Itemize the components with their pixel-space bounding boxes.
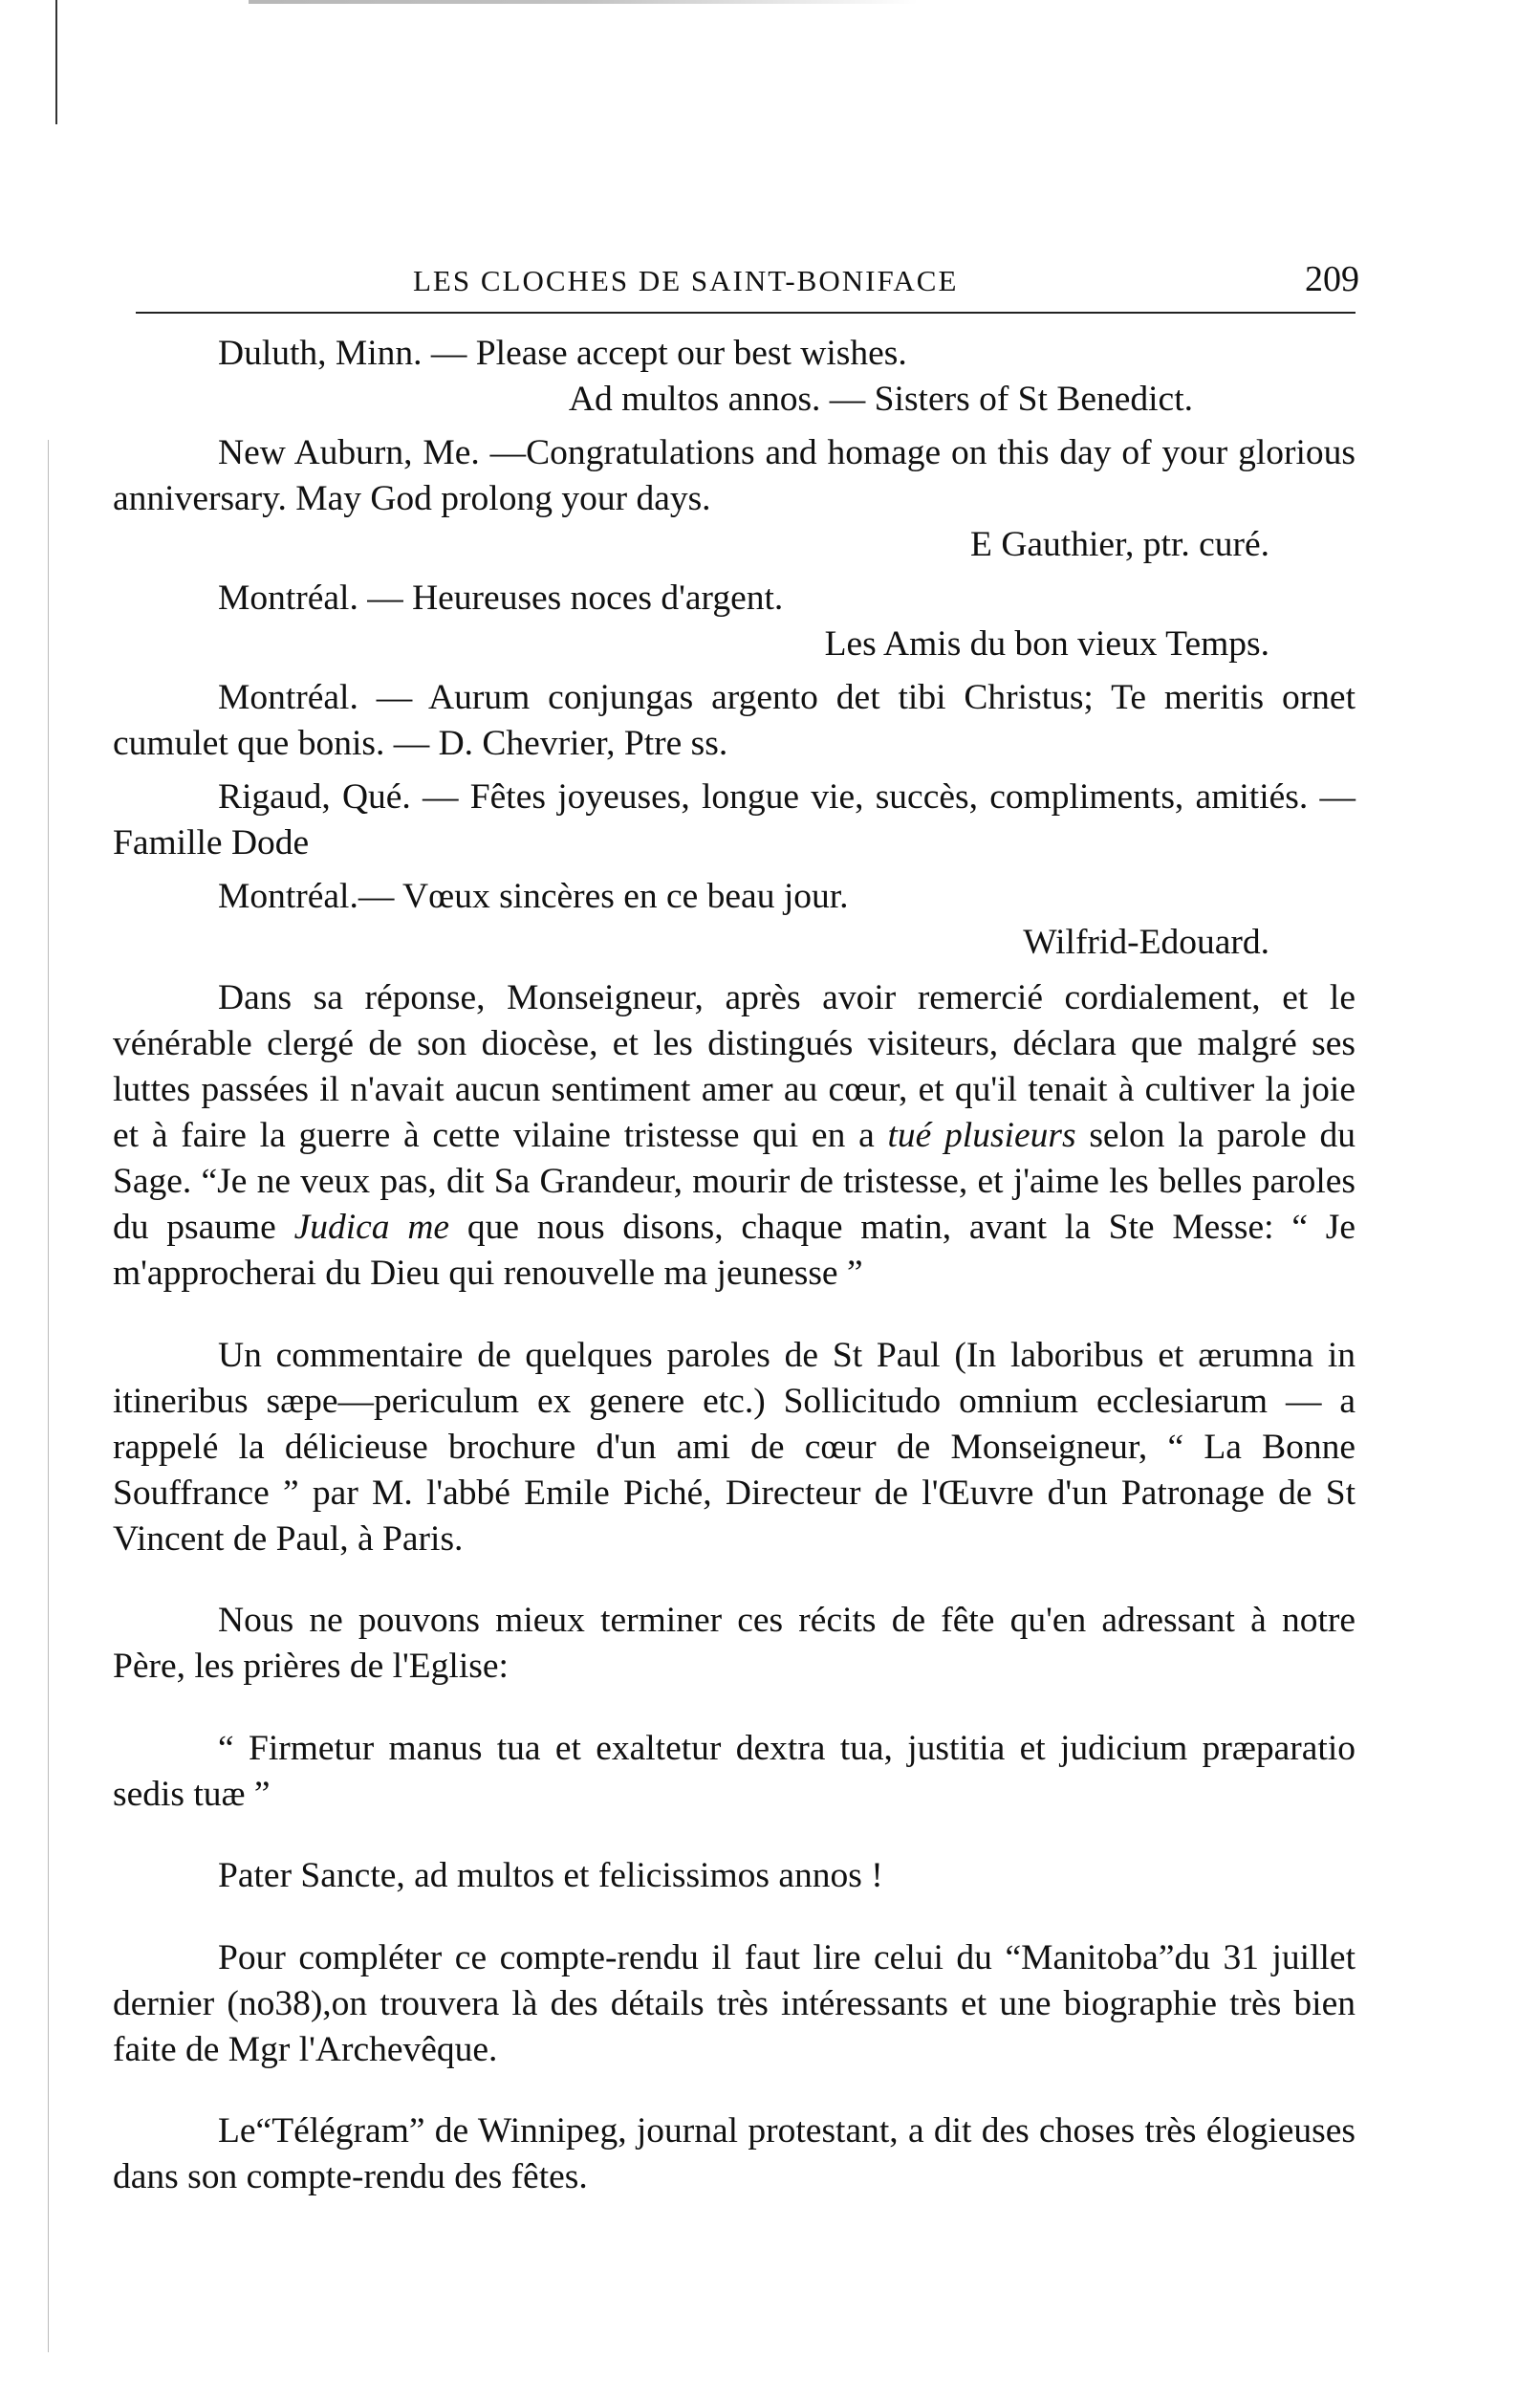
letter-new-auburn — [113, 430, 1356, 568]
letter-text: Duluth, Minn. — Please accept our best wishes. — [218, 334, 907, 373]
paragraph-telegram: Le“Télégram” de Winnipeg, journal protestant, a dit des choses très élogieuses dans son compte-rendu des fêtes. — [113, 2111, 1356, 2196]
page-body — [113, 331, 1356, 2200]
paragraph-commentary: Un commentaire de quelques paroles de St Paul (In laboribus et ærumna in itineribus sæpe—periculum ex genere etc.) Sollicitudo omnium ecclesiarum — a rappelé la délicieuse brochure d'un ami de cœur de Monseigneur, “ La Bonne Souffrance ” par M. l'abbé Emile Piché, Directeur de l'Œuvre d'un Patronage de St Vincent de Paul, à Paris. — [113, 1335, 1356, 1559]
letter-montreal-3 — [113, 874, 1356, 966]
scan-smudge — [249, 0, 918, 4]
paragraph-blessing: Pater Sancte, ad multos et felicissimos annos ! — [218, 1856, 883, 1895]
paragraph-text: que nous disons, chaque matin, avant la Ste Messe: “ Je m'approcherai du Dieu qui renouvelle ma jeunesse ” — [113, 1208, 1356, 1293]
paragraph-response — [113, 975, 1356, 1297]
page-number: 209 — [1305, 259, 1359, 299]
paragraph-closing: Nous ne pouvons mieux terminer ces récits de fête qu'en adressant à notre Père, les prières de l'Eglise: — [113, 1601, 1356, 1686]
letter-signature: Les Amis du bon vieux Temps. — [824, 624, 1269, 664]
margin-line — [48, 440, 49, 2352]
paragraph-prayer: “ Firmetur manus tua et exaltetur dextra tua, justitia et judicium præparatio sedis tuæ ” — [113, 1728, 1356, 1814]
letter-duluth — [113, 331, 1356, 423]
letter-signature: E Gauthier, ptr. curé. — [970, 525, 1269, 564]
running-title: LES CLOCHES DE SAINT-BONIFACE — [413, 264, 959, 297]
paragraph-text: selon la parole du Sage. “Je ne veux pas, dit Sa Grandeur, mourir de tristesse, et j'aime les belles paroles du psaume — [113, 1116, 1356, 1247]
paragraph-text: Dans sa réponse, Monseigneur, après avoir remercié cordialement, et le vénérable clergé de son diocèse, et les distingués visiteurs, déclara que malgré ses luttes passées il n'avait aucun sentiment amer au cœur, et qu'il tenait à cultiver la joie et à faire la guerre à cette vilaine tristesse qui en a — [113, 978, 1356, 1155]
page-header — [136, 258, 1359, 314]
italic-phrase: tué plusieurs — [887, 1116, 1076, 1155]
letter-text: New Auburn, Me. —Congratulations and homage on this day of your glorious anniversary. May God prolong your days. — [113, 433, 1356, 518]
letter-montreal-1 — [113, 576, 1356, 667]
letter-text: Rigaud, Qué. — Fêtes joyeuses, longue vie, succès, compliments, amitiés. — Famille Dode — [113, 777, 1356, 863]
letter-signature: Ad multos annos. — Sisters of St Benedict. — [568, 380, 1193, 419]
letter-text: Montréal. — Heureuses noces d'argent. — [218, 579, 784, 618]
paragraph-manitoba: Pour compléter ce compte-rendu il faut lire celui du “Manitoba”du 31 juillet dernier (no38),on trouvera là des détails très intéressants et une biographie très bien faite de Mgr l'Archevêque. — [113, 1937, 1356, 2069]
book-page — [113, 258, 1359, 2237]
italic-phrase: Judica me — [293, 1208, 450, 1247]
binding-edge-line — [55, 0, 57, 124]
letter-text: Montréal.— Vœux sincères en ce beau jour. — [218, 877, 849, 916]
letter-signature: Wilfrid-Edouard. — [1023, 923, 1269, 962]
letter-text: Montréal. — Aurum conjungas argento det tibi Christus; Te meritis ornet cumulet que bonis. — D. Chevrier, Ptre ss. — [113, 678, 1356, 763]
letter-montreal-2 — [113, 675, 1356, 767]
letter-rigaud — [113, 775, 1356, 866]
